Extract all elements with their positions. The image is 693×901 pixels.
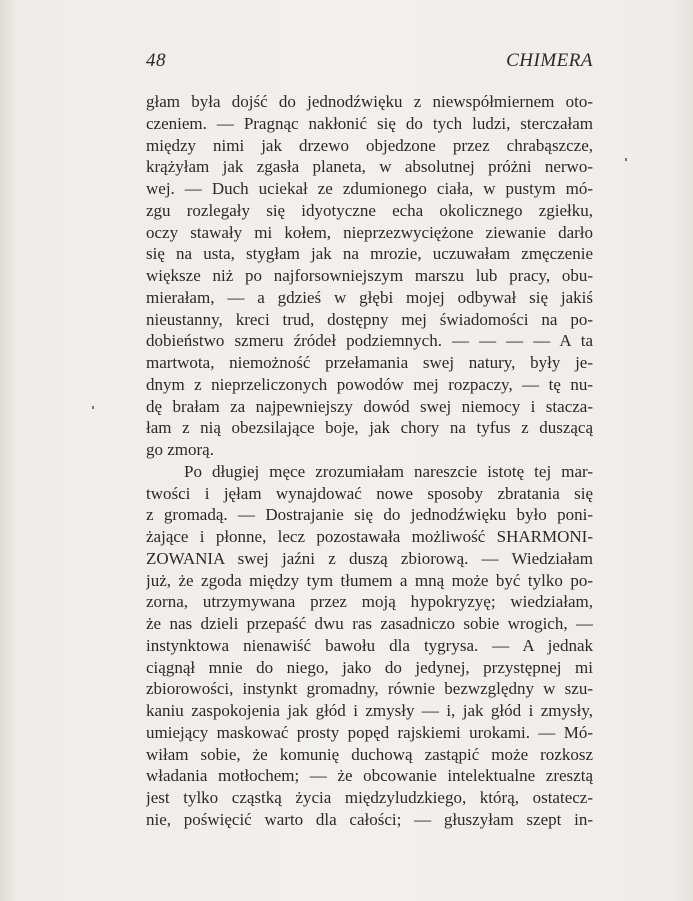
text-line: władania motłochem; — że obcowanie intelektualne zresztą	[146, 766, 593, 786]
text-line: zorna, utrzymywana przez moją hypokryzyę; wiedziałam,	[146, 592, 593, 612]
text-line: oczy stawały mi kołem, nieprzezwyciężone ziewanie darło	[146, 222, 593, 242]
text-line: mierałam, — a gdzieś w głębi mojej odbywał się jakiś	[146, 287, 593, 307]
text-line: wiłam sobie, że komunię duchową zastąpić może rozkosz	[146, 744, 593, 764]
text-line: nieustanny, kreci trud, dostępny mej świadomości na po-	[146, 309, 593, 329]
text-line: między nimi jak drzewo objedzone przez chrabąszcze,	[146, 135, 593, 155]
text-line: dobieństwo szmeru źródeł podziemnych. — — — — A ta	[146, 331, 593, 351]
text-line: dę brałam za najpewniejszy dowód swej niemocy i stacza-	[146, 396, 593, 416]
text-line: go zmorą.	[146, 440, 214, 459]
text-line: czeniem. — Pragnąc nakłonić się do tych ludzi, sterczałam	[146, 113, 593, 133]
page-header	[146, 50, 593, 76]
text-line: ZOWANIA swej jaźni z duszą zbiorową. — Wiedziałam	[146, 548, 593, 568]
paper-speck	[625, 158, 627, 161]
text-line: dnym z nieprzeliczonych powodów mej rozpaczy, — tę nu-	[146, 374, 593, 394]
text-line: umiejący maskować prosty popęd rajskiemi urokami. — Mó-	[146, 722, 593, 742]
body-text	[146, 91, 593, 831]
text-line: zbiorowości, instynkt gromadny, równie bezwzględny w szu-	[146, 679, 593, 699]
text-line: twości i jęłam wynajdować nowe sposoby zbratania się	[146, 483, 593, 503]
text-line: z gromadą. — Dostrajanie się do jednodźwięku było poni-	[146, 505, 593, 525]
running-title: CHIMERA	[506, 50, 593, 71]
text-line: żające i płonne, lecz pozostawała możliwość SHARMONI-	[146, 527, 593, 546]
text-line: że nas dzieli przepaść dwu ras zasadniczo sobie wrogich, —	[146, 614, 593, 633]
text-line: wej. — Duch uciekał ze zdumionego ciała, w pustym mó-	[146, 179, 593, 198]
page-number: 48	[146, 50, 166, 71]
text-line: kaniu zaspokojenia jak głód i zmysły — i, jak głód i zmysły,	[146, 701, 593, 720]
text-line: głam była dojść do jednodźwięku z niewspółmiernem oto-	[146, 92, 593, 111]
text-line: nie, poświęcić warto dla całości; — głuszyłam szept in-	[146, 809, 593, 829]
text-line: Po długiej męce zrozumiałam nareszcie istotę tej mar-	[184, 461, 593, 481]
text-line: jest tylko cząstką życia międzyludzkiego, którą, ostatecz-	[146, 788, 593, 807]
text-line: większe niż po najforsowniejszym marszu lub pracy, obu-	[146, 266, 593, 285]
paragraph	[146, 91, 593, 461]
text-line: łam z nią obezsilające boje, jak chory na tyfus z duszącą	[146, 418, 593, 438]
text-line: martwota, niemożność przełamania swej natury, były je-	[146, 353, 593, 372]
text-line: już, że zgoda między tym tłumem a mną może być tylko po-	[146, 570, 593, 590]
text-line: ciągnął mnie do niego, jako do jedynej, przystępnej mi	[146, 657, 593, 677]
paragraph	[146, 461, 593, 831]
text-line: instynktowa nienawiść bawołu dla tygrysa. — A jednak	[146, 635, 593, 655]
text-line: się na usta, stygłam jak na mrozie, uczuwałam zmęczenie	[146, 244, 593, 264]
text-line: krążyłam jak zgasła planeta, w absolutnej próżni nerwo-	[146, 157, 593, 177]
text-line: zgu rozlegały się idyotyczne echa okolicznego zgiełku,	[146, 200, 593, 220]
paper-speck	[92, 406, 94, 409]
